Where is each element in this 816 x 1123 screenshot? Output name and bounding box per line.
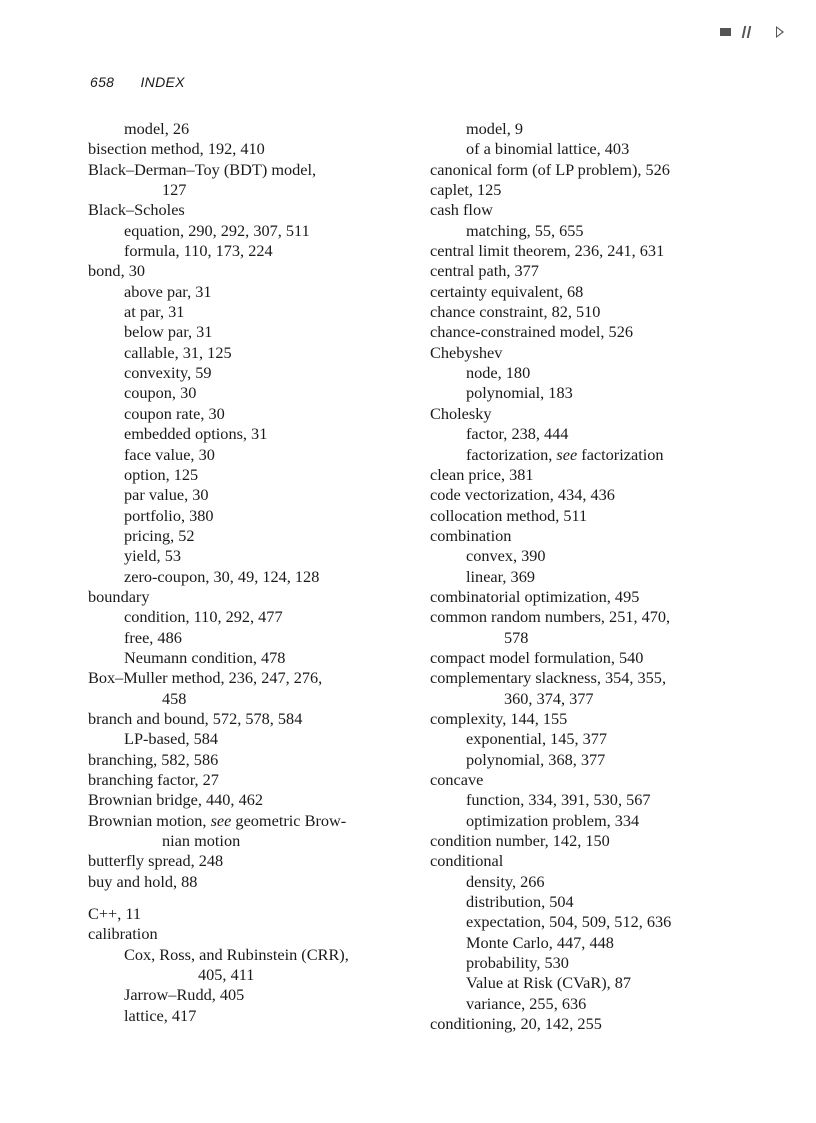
index-entry: branch and bound, 572, 578, 584: [88, 708, 303, 728]
index-subentry: matching, 55, 655: [466, 220, 584, 240]
index-subentry: model, 26: [124, 119, 190, 138]
index-entry: Black–Derman–Toy (BDT) model, 127: [88, 159, 317, 200]
index-entry: Cholesky: [430, 403, 492, 423]
index-entry: condition number, 142, 150: [430, 831, 610, 851]
index-entry: central path, 377: [430, 261, 539, 281]
index-subentry: node, 180: [466, 363, 531, 383]
index-subentry: embedded options, 31: [124, 424, 268, 444]
index-subentry: expectation, 504, 509, 512, 636: [466, 912, 672, 932]
index-subentry: yield, 53: [124, 546, 181, 566]
index-entry: common random numbers, 251, 470, 578: [430, 607, 671, 647]
index-subentry: convex, 390: [466, 546, 546, 566]
index-entry: central limit theorem, 236, 241, 631: [430, 241, 665, 261]
index-subentry: Value at Risk (CVaR), 87: [466, 973, 632, 993]
index-entry: branching, 582, 586: [88, 749, 219, 769]
index-entry: certainty equivalent, 68: [430, 281, 584, 301]
index-subentry: distribution, 504: [466, 892, 574, 912]
index-subentry: free, 486: [124, 627, 182, 647]
index-subentry: at par, 31: [124, 302, 185, 322]
index-subentry: face value, 30: [124, 444, 215, 464]
index-subentry: model, 9: [466, 119, 523, 138]
index-entry: Chebyshev: [430, 342, 503, 362]
index-entry: buy and hold, 88: [88, 871, 198, 891]
index-subentry: optimization problem, 334: [466, 810, 640, 830]
pause-icon[interactable]: [742, 26, 751, 38]
index-subentry: exponential, 145, 377: [466, 729, 608, 749]
index-subentry: coupon rate, 30: [124, 403, 225, 423]
index-entry: calibration: [88, 924, 158, 944]
index-entry: caplet, 125: [430, 180, 502, 200]
index-subentry: Jarrow–Rudd, 405: [124, 985, 245, 1005]
index-entry: conditioning, 20, 142, 255: [430, 1014, 602, 1034]
running-header: [90, 74, 185, 90]
index-entry: cash flow: [430, 200, 493, 220]
index-subentry: equation, 290, 292, 307, 511: [124, 220, 310, 240]
index-subentry: density, 266: [466, 871, 545, 891]
index-entry: chance-constrained model, 526: [430, 322, 633, 342]
index-entry: complexity, 144, 155: [430, 708, 568, 728]
index-entry: Brownian bridge, 440, 462: [88, 790, 263, 810]
index-subentry: Cox, Ross, and Rubinstein (CRR), 405, 411: [124, 944, 349, 985]
index-entry: code vectorization, 434, 436: [430, 485, 615, 505]
section-gap: [88, 892, 418, 904]
index-subentry: portfolio, 380: [124, 505, 214, 525]
index-entry: collocation method, 511: [430, 505, 588, 525]
index-entry: bond, 30: [88, 261, 145, 281]
index-entry: canonical form (of LP problem), 526: [430, 159, 670, 179]
section-title: INDEX: [140, 74, 185, 90]
index-subentry: option, 125: [124, 464, 199, 484]
index-subentry: zero-coupon, 30, 49, 124, 128: [124, 566, 320, 586]
index-subentry: linear, 369: [466, 566, 535, 586]
index-subentry: Neumann condition, 478: [124, 647, 286, 667]
index-subentry: callable, 31, 125: [124, 342, 232, 362]
index-subentry: par value, 30: [124, 485, 209, 505]
index-entry: concave: [430, 770, 484, 789]
index-column-left: [88, 119, 418, 1026]
index-subentry: polynomial, 368, 377: [466, 749, 606, 769]
index-subentry: lattice, 417: [124, 1005, 197, 1025]
index-entry: bisection method, 192, 410: [88, 139, 265, 159]
index-subentry: below par, 31: [124, 322, 213, 342]
index-entry: combination: [430, 525, 512, 545]
index-subentry: function, 334, 391, 530, 567: [466, 790, 651, 810]
index-entry: branching factor, 27: [88, 770, 219, 789]
index-subentry: of a binomial lattice, 403: [466, 139, 630, 159]
index-subentry: condition, 110, 292, 477: [124, 607, 283, 627]
index-entry: Black–Scholes: [88, 200, 185, 220]
play-icon[interactable]: [776, 26, 784, 38]
index-entry: conditional: [430, 851, 504, 871]
index-subentry: Monte Carlo, 447, 448: [466, 932, 614, 952]
index-entry: compact model formulation, 540: [430, 647, 644, 667]
index-entry: Box–Muller method, 236, 247, 276, 458: [88, 668, 323, 708]
index-subentry: probability, 530: [466, 953, 569, 973]
index-entry: C++, 11: [88, 904, 142, 924]
index-subentry: pricing, 52: [124, 525, 195, 545]
index-entry: boundary: [88, 586, 150, 606]
index-subentry: polynomial, 183: [466, 383, 573, 403]
index-subentry: above par, 31: [124, 281, 212, 301]
index-subentry: formula, 110, 173, 224: [124, 241, 273, 261]
index-subentry: coupon, 30: [124, 383, 197, 403]
index-subentry: factorization, see factorization: [466, 444, 664, 464]
index-entry: clean price, 381: [430, 464, 534, 484]
index-entry: chance constraint, 82, 510: [430, 302, 601, 322]
index-entry: complementary slackness, 354, 355, 360, 374, 377: [430, 668, 667, 708]
index-subentry: convexity, 59: [124, 363, 212, 383]
index-subentry: factor, 238, 444: [466, 424, 569, 444]
index-entry: Brownian motion, see geometric Brow- nian motion: [88, 810, 347, 851]
index-subentry: LP-based, 584: [124, 729, 219, 749]
stop-icon[interactable]: [720, 28, 731, 36]
page-number: 658: [90, 74, 115, 90]
index-subentry: variance, 255, 636: [466, 993, 587, 1013]
index-column-right: [430, 119, 760, 1034]
index-entry: butterfly spread, 248: [88, 851, 224, 871]
index-entry: combinatorial optimization, 495: [430, 586, 640, 606]
